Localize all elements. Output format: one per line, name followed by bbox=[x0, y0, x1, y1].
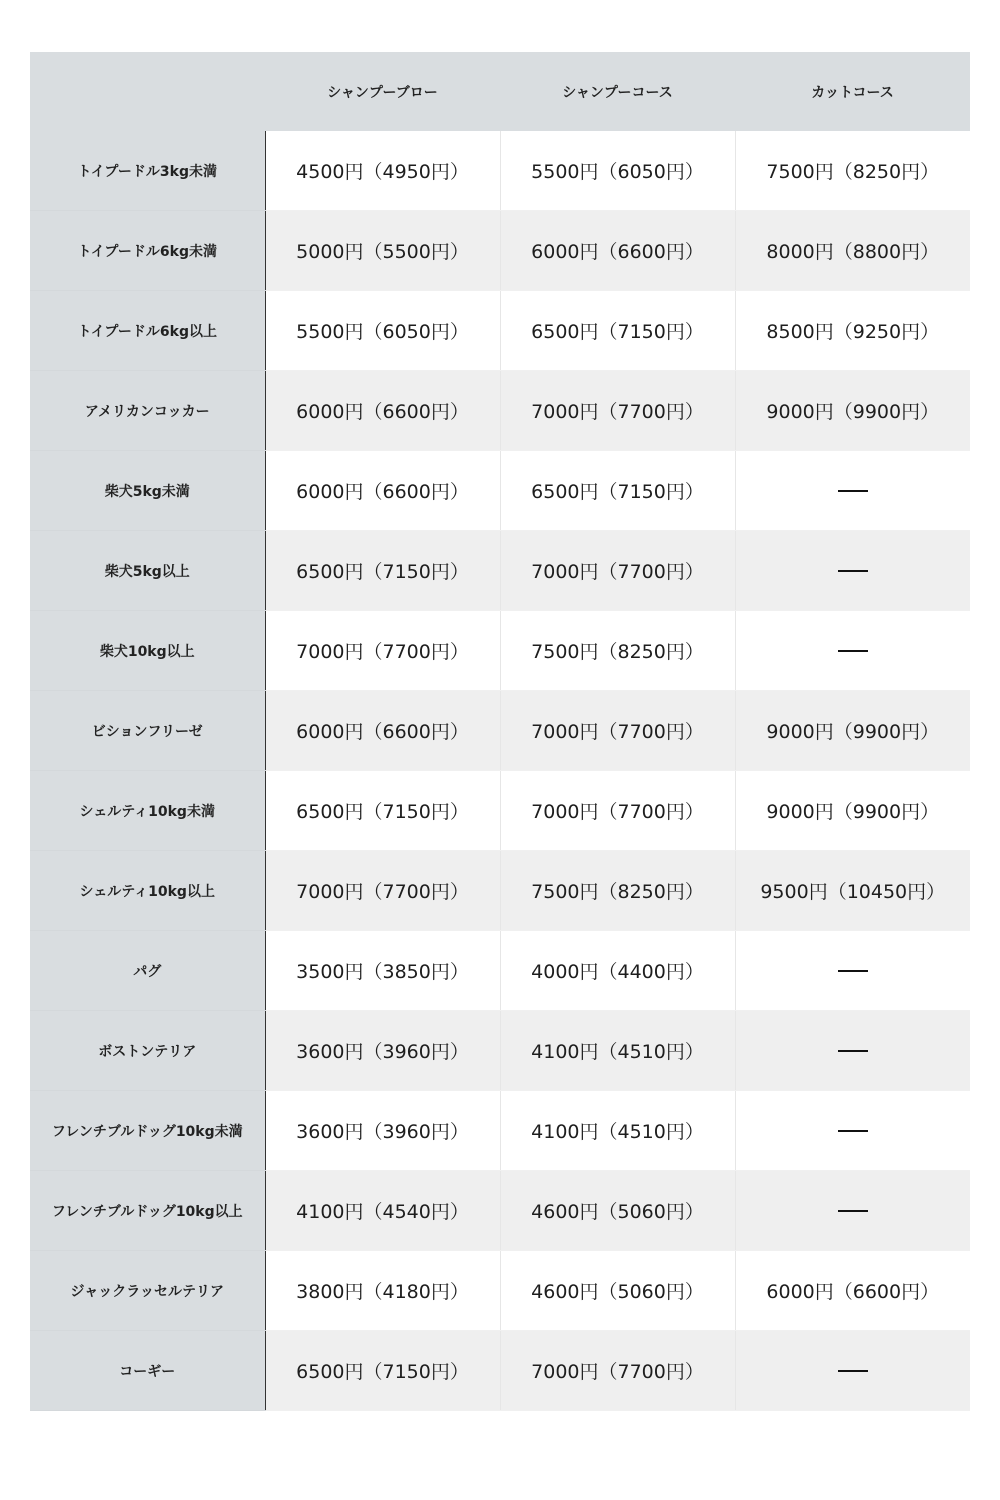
price-cell: 3500円（3850円） bbox=[265, 931, 500, 1011]
price-cell: 3600円（3960円） bbox=[265, 1091, 500, 1171]
price-cell: 7000円（7700円） bbox=[500, 771, 735, 851]
price-cell: 7000円（7700円） bbox=[500, 691, 735, 771]
price-cell: 6500円（7150円） bbox=[265, 1331, 500, 1411]
price-cell: 4500円（4950円） bbox=[265, 131, 500, 211]
price-cell: 9500円（10450円） bbox=[735, 851, 970, 931]
price-cell: 7500円（8250円） bbox=[735, 131, 970, 211]
price-cell: 8000円（8800円） bbox=[735, 211, 970, 291]
breed-name-cell: シェルティ10kg以上 bbox=[30, 851, 265, 931]
price-cell: 7500円（8250円） bbox=[500, 611, 735, 691]
dash-icon bbox=[838, 1050, 868, 1052]
price-cell: 6500円（7150円） bbox=[500, 291, 735, 371]
dash-icon bbox=[838, 970, 868, 972]
price-cell: 6500円（7150円） bbox=[265, 771, 500, 851]
price-cell: 7500円（8250円） bbox=[500, 851, 735, 931]
table-row bbox=[30, 131, 970, 211]
breed-name-cell: シェルティ10kg未満 bbox=[30, 771, 265, 851]
price-cell: 5500円（6050円） bbox=[500, 131, 735, 211]
table-row bbox=[30, 931, 970, 1011]
price-cell: 7000円（7700円） bbox=[500, 531, 735, 611]
not-available-cell bbox=[735, 1171, 970, 1251]
price-cell: 3600円（3960円） bbox=[265, 1011, 500, 1091]
breed-name-cell: パグ bbox=[30, 931, 265, 1011]
table-row bbox=[30, 771, 970, 851]
price-cell: 3800円（4180円） bbox=[265, 1251, 500, 1331]
header-row bbox=[30, 52, 970, 131]
table-row bbox=[30, 611, 970, 691]
breed-name-cell: 柴犬5kg以上 bbox=[30, 531, 265, 611]
price-cell: 6500円（7150円） bbox=[500, 451, 735, 531]
breed-name-cell: ボストンテリア bbox=[30, 1011, 265, 1091]
header-shampoo-course: シャンプーコース bbox=[500, 52, 735, 131]
price-cell: 7000円（7700円） bbox=[500, 371, 735, 451]
not-available-cell bbox=[735, 1091, 970, 1171]
not-available-cell bbox=[735, 931, 970, 1011]
price-cell: 5500円（6050円） bbox=[265, 291, 500, 371]
price-cell: 4600円（5060円） bbox=[500, 1171, 735, 1251]
table-row bbox=[30, 1011, 970, 1091]
not-available-cell bbox=[735, 1331, 970, 1411]
breed-name-cell: アメリカンコッカー bbox=[30, 371, 265, 451]
table-row bbox=[30, 1251, 970, 1331]
table-row bbox=[30, 1331, 970, 1411]
dash-icon bbox=[838, 570, 868, 572]
dash-icon bbox=[838, 490, 868, 492]
price-cell: 7000円（7700円） bbox=[265, 851, 500, 931]
price-cell: 9000円（9900円） bbox=[735, 771, 970, 851]
dash-icon bbox=[838, 1210, 868, 1212]
not-available-cell bbox=[735, 1011, 970, 1091]
price-cell: 9000円（9900円） bbox=[735, 371, 970, 451]
price-cell: 8500円（9250円） bbox=[735, 291, 970, 371]
not-available-cell bbox=[735, 531, 970, 611]
dash-icon bbox=[838, 1130, 868, 1132]
table-row bbox=[30, 451, 970, 531]
header-corner-cell bbox=[30, 52, 265, 131]
header-shampoo-blow: シャンプーブロー bbox=[265, 52, 500, 131]
dash-icon bbox=[838, 1370, 868, 1372]
price-cell: 6500円（7150円） bbox=[265, 531, 500, 611]
table-row bbox=[30, 851, 970, 931]
price-cell: 4600円（5060円） bbox=[500, 1251, 735, 1331]
breed-name-cell: フレンチブルドッグ10kg以上 bbox=[30, 1171, 265, 1251]
price-cell: 6000円（6600円） bbox=[265, 371, 500, 451]
table-row bbox=[30, 371, 970, 451]
breed-name-cell: トイプードル6kg未満 bbox=[30, 211, 265, 291]
price-cell: 6000円（6600円） bbox=[265, 451, 500, 531]
table-row bbox=[30, 291, 970, 371]
price-cell: 7000円（7700円） bbox=[500, 1331, 735, 1411]
breed-name-cell: ジャックラッセルテリア bbox=[30, 1251, 265, 1331]
breed-name-cell: フレンチブルドッグ10kg未満 bbox=[30, 1091, 265, 1171]
table-row bbox=[30, 691, 970, 771]
not-available-cell bbox=[735, 611, 970, 691]
price-cell: 7000円（7700円） bbox=[265, 611, 500, 691]
price-cell: 6000円（6600円） bbox=[500, 211, 735, 291]
breed-name-cell: コーギー bbox=[30, 1331, 265, 1411]
header-cut-course: カットコース bbox=[735, 52, 970, 131]
price-cell: 4100円（4540円） bbox=[265, 1171, 500, 1251]
table-row bbox=[30, 531, 970, 611]
breed-name-cell: トイプードル3kg未満 bbox=[30, 131, 265, 211]
price-cell: 4100円（4510円） bbox=[500, 1091, 735, 1171]
table-row bbox=[30, 1171, 970, 1251]
breed-name-cell: トイプードル6kg以上 bbox=[30, 291, 265, 371]
price-cell: 6000円（6600円） bbox=[265, 691, 500, 771]
breed-name-cell: 柴犬5kg未満 bbox=[30, 451, 265, 531]
price-cell: 4100円（4510円） bbox=[500, 1011, 735, 1091]
price-cell: 9000円（9900円） bbox=[735, 691, 970, 771]
price-table bbox=[30, 52, 970, 1411]
breed-name-cell: ビションフリーゼ bbox=[30, 691, 265, 771]
dash-icon bbox=[838, 650, 868, 652]
price-cell: 4000円（4400円） bbox=[500, 931, 735, 1011]
breed-name-cell: 柴犬10kg以上 bbox=[30, 611, 265, 691]
price-cell: 6000円（6600円） bbox=[735, 1251, 970, 1331]
table-row bbox=[30, 211, 970, 291]
table-row bbox=[30, 1091, 970, 1171]
not-available-cell bbox=[735, 451, 970, 531]
price-cell: 5000円（5500円） bbox=[265, 211, 500, 291]
table-body bbox=[30, 131, 970, 1411]
